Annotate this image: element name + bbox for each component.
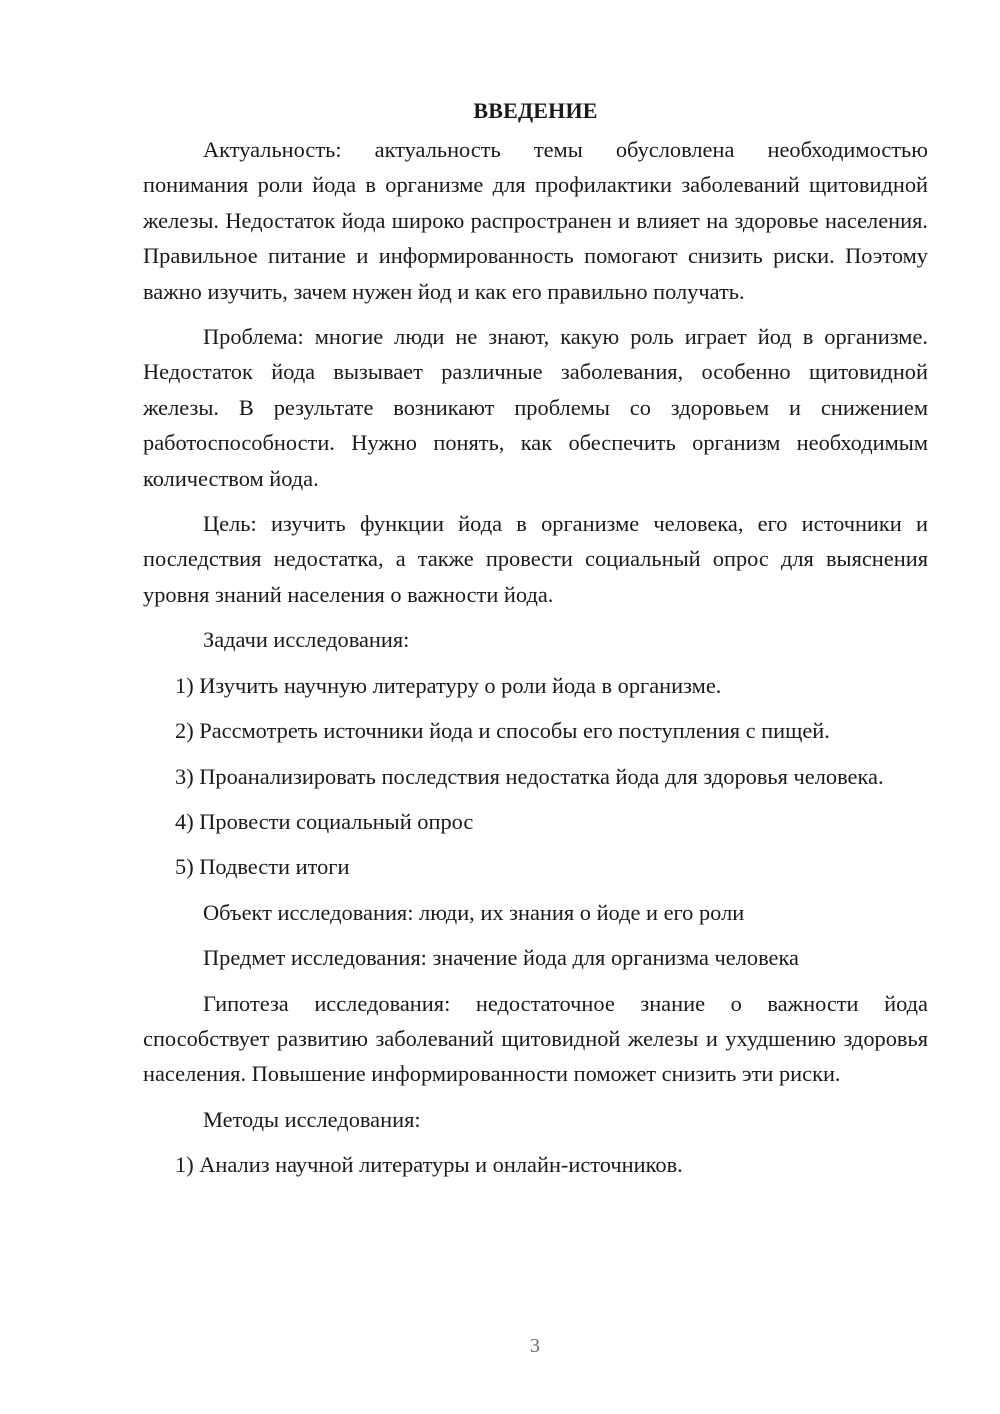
hypothesis-paragraph: Гипотеза исследования: недостаточное знание о важности йода способствует развитию заболеваний щитовидной железы и ухудшению здоровья населения. Повышение информированности поможет снизить эти риски. xyxy=(143,990,928,1087)
method-item-1: 1) Анализ научной литературы и онлайн-источников. xyxy=(175,1152,683,1178)
task-item-1: 1) Изучить научную литературу о роли йода в организме. xyxy=(175,672,722,698)
methods-heading: Методы исследования: xyxy=(203,1106,421,1132)
document-page xyxy=(143,96,928,1193)
relevance-paragraph: Актуальность: актуальность темы обусловлена необходимостью понимания роли йода в организме для профилактики заболеваний щитовидной железы. Недостаток йода широко распространен и влияет на здоровье населения. Правильное питание и информированность помогают снизить риски. Поэтому важно изучить, зачем нужен йод и как его правильно получать. xyxy=(143,137,928,304)
problem-paragraph: Проблема: многие люди не знают, какую роль играет йод в организме. Недостаток йода вызывает различные заболевания, особенно щитовидной железы. В результате возникают проблемы со здоровьем и снижением работоспособности. Нужно понять, как обеспечить организм необходимым количеством йода. xyxy=(143,324,928,491)
object-line: Объект исследования: люди, их знания о йоде и его роли xyxy=(203,899,745,925)
task-item-5: 5) Подвести итоги xyxy=(175,854,350,880)
page-title: ВВЕДЕНИЕ xyxy=(473,98,598,123)
task-item-2: 2) Рассмотреть источники йода и способы его поступления с пищей. xyxy=(175,718,830,744)
page-number: 3 xyxy=(530,1335,540,1357)
task-item-4: 4) Провести социальный опрос xyxy=(175,808,474,834)
goal-paragraph: Цель: изучить функции йода в организме человека, его источники и последствия недостатка, а также провести социальный опрос для выяснения уровня знаний населения о важности йода. xyxy=(143,511,928,607)
tasks-heading: Задачи исследования: xyxy=(203,627,410,653)
task-item-3: 3) Проанализировать последствия недостатка йода для здоровья человека. xyxy=(175,763,884,789)
subject-line: Предмет исследования: значение йода для организма человека xyxy=(203,945,799,971)
